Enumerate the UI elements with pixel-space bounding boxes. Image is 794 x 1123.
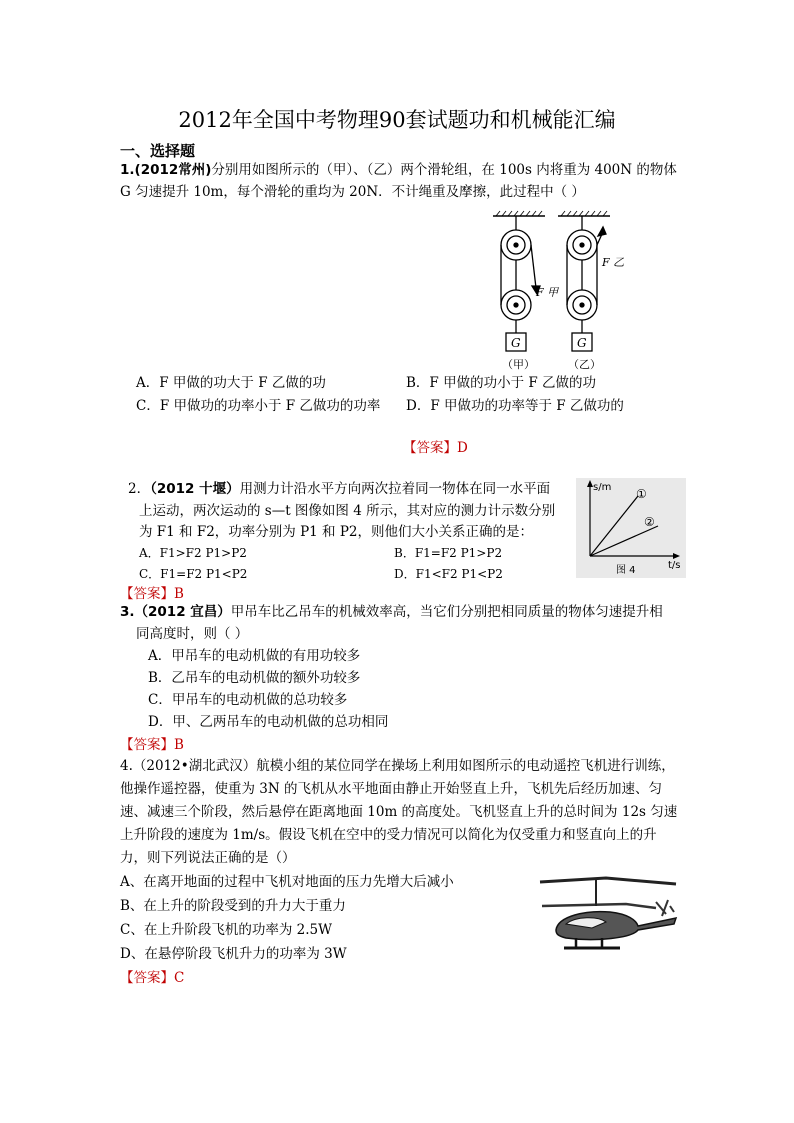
q2-option-b: B．F1=F2 P1>P2 bbox=[394, 546, 503, 560]
q4-line1: 4.（2012•湖北武汉）航模小组的某位同学在操场上利用如图所示的电动遥控飞机进行训练， bbox=[120, 758, 675, 774]
q2-line2: 上运动，两次运动的 s—t 图像如图 4 所示，其对应的测力计示数分别 bbox=[139, 503, 556, 519]
q2-head: （2012 十堰） bbox=[150, 481, 240, 497]
section-heading: 一、选择题 bbox=[120, 142, 196, 160]
caption-yi: （乙） bbox=[568, 358, 601, 371]
weight-label-yi: G bbox=[577, 336, 587, 350]
q2-text1: 用测力计沿水平方向两次拉着同一物体在同一水平面 bbox=[239, 481, 551, 497]
st-graph-figure bbox=[576, 478, 686, 578]
q3-option-c: C．甲吊车的电动机做的总功较多 bbox=[148, 692, 348, 708]
pulley-system-yi bbox=[567, 216, 606, 351]
q1-head: 1.(2012常州) bbox=[120, 162, 212, 178]
document-title: 2012年全国中考物理90套试题功和机械能汇编 bbox=[178, 108, 616, 132]
q1-text1: 分别用如图所示的（甲）、（乙）两个滑轮组，在 100s 内将重为 400N 的物体 bbox=[211, 162, 677, 178]
q3-line1 bbox=[120, 601, 663, 623]
q4-option-d: D、在悬停阶段飞机升力的功率为 3W bbox=[120, 946, 347, 962]
force-label-yi: F 乙 bbox=[602, 256, 625, 269]
pulley-system-jia bbox=[501, 216, 540, 351]
helicopter-image bbox=[536, 872, 684, 954]
q4-answer: 【答案】C bbox=[120, 970, 185, 986]
q2-option-d: D．F1<F2 P1<P2 bbox=[394, 567, 503, 581]
q2-option-a: A．F1>F2 P1>P2 bbox=[139, 546, 247, 560]
force-label-jia: F 甲 bbox=[536, 286, 559, 299]
q2-line3: 为 F1 和 F2，功率分别为 P1 和 P2，则他们大小关系正确的是： bbox=[139, 524, 534, 540]
q4-option-c: C、在上升阶段飞机的功率为 2.5W bbox=[120, 922, 332, 938]
q1-line1 bbox=[120, 159, 677, 181]
caption-jia: （甲） bbox=[502, 358, 535, 371]
graph-label-1: ① bbox=[636, 487, 647, 501]
q3-head: 3.（2012 宜昌） bbox=[120, 604, 231, 620]
q4-line5: 力，则下列说法正确的是（） bbox=[120, 850, 296, 866]
graph-label-2: ② bbox=[644, 515, 655, 529]
q1-line2: G 匀速提升 10m，每个滑轮的重均为 20N．不计绳重及摩擦，此过程中（ ） bbox=[120, 184, 585, 200]
graph-x-label: t/s bbox=[668, 560, 681, 571]
graph-caption: 图 4 bbox=[616, 565, 636, 576]
q1-option-a: A．F 甲做的功大于 F 乙做的功 bbox=[136, 375, 326, 391]
weight-label-jia: G bbox=[511, 336, 521, 350]
q1-option-b: B．F 甲做的功小于 F 乙做的功 bbox=[406, 375, 597, 391]
q1-option-d: D．F 甲做功的功率等于 F 乙做功的 bbox=[406, 398, 624, 414]
q4-option-b: B、在上升的阶段受到的升力大于重力 bbox=[120, 898, 346, 914]
q3-option-b: B．乙吊车的电动机做的额外功较多 bbox=[148, 670, 361, 686]
q3-answer: 【答案】B bbox=[120, 737, 184, 753]
q3-line2: 同高度时，则（ ） bbox=[136, 626, 249, 642]
q3-option-d: D．甲、乙两吊车的电动机做的总功相同 bbox=[148, 714, 389, 730]
q4-line4: 上升阶段的速度为 1m/s。假设飞机在空中的受力情况可以简化为仅受重力和竖直向上的升 bbox=[120, 827, 657, 843]
q2-num: 2． bbox=[128, 481, 151, 497]
graph-y-label: s/m bbox=[593, 482, 612, 493]
q2-option-c: C．F1=F2 P1<P2 bbox=[139, 567, 248, 581]
q1-option-c: C．F 甲做功的功率小于 F 乙做功的功率 bbox=[136, 398, 381, 414]
q4-line2: 他操作遥控器，使重为 3N 的飞机从水平地面由静止开始竖直上升，飞机先后经历加速、匀 bbox=[120, 781, 662, 797]
q2-answer: 【答案】B bbox=[120, 586, 184, 602]
q3-option-a: A．甲吊车的电动机做的有用功较多 bbox=[148, 648, 361, 664]
q4-line3: 速、减速三个阶段，然后悬停在距离地面 10m 的高度处。飞机竖直上升的总时间为 12s 匀速 bbox=[120, 804, 678, 820]
q3-text1: 甲吊车比乙吊车的机械效率高，当它们分别把相同质量的物体匀速提升相 bbox=[230, 604, 663, 620]
q4-option-a: A、在离开地面的过程中飞机对地面的压力先增大后减小 bbox=[120, 874, 454, 890]
q1-answer: 【答案】D bbox=[403, 440, 468, 456]
pulley-figure bbox=[488, 208, 625, 374]
q2-line1 bbox=[128, 478, 550, 500]
